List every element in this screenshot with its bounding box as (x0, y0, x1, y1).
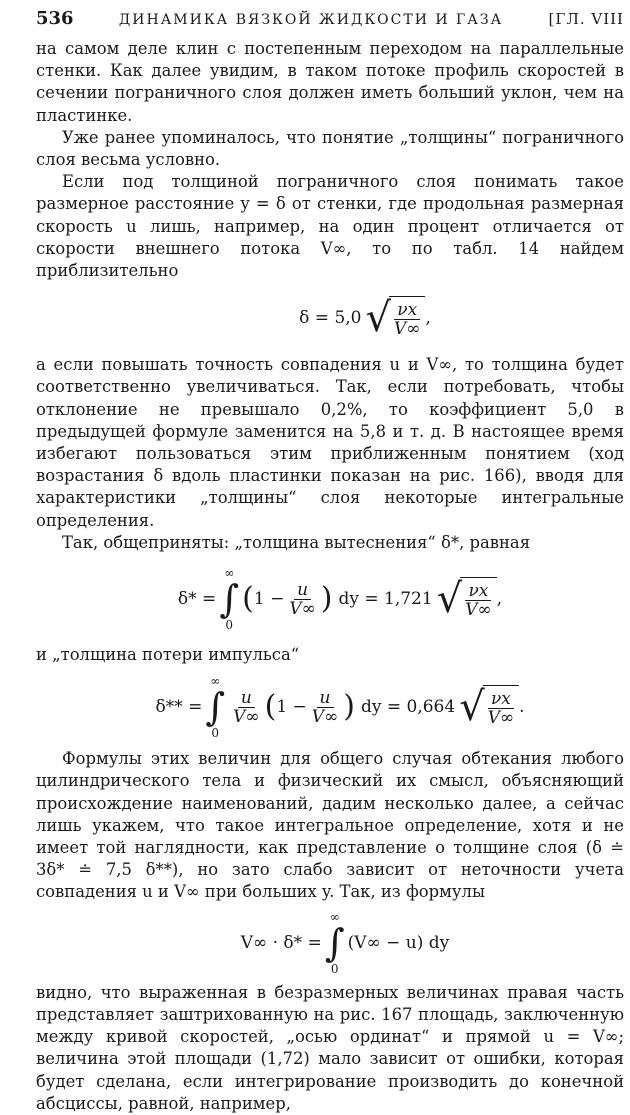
paragraph-7: Формулы этих величин для общего случая обтекания любого цилиндрического тела и физический их смысл, объясняющий происхождение наименований, дадим несколько далее, а сейчас лишь укажем, что такое интегральное определение, хотя и не имеет той наглядности, как представление о толщине слоя (δ ≐ 3δ* ≐ 7,5 δ**), но зато слабо зависит от неточности учета совпадения u и V∞ при больших y. Так, из формулы (36, 749, 624, 902)
sqrt-sign: √ $\frac{\nu x}{V\infty}$ (459, 685, 519, 729)
formula-lhs: δ = 5,0 (299, 308, 362, 329)
page (36, 8, 624, 1115)
formula-displacement-thickness: δ* = ∞ ∫ 0 ( 1 − $\frac{u}{V\infty}$ ) dy = 1,721 √ $\frac{\nu x}{V\infty}$ , (177, 566, 503, 633)
integral-sign: ∞ ∫ 0 (324, 909, 345, 976)
formula-body: (V∞ − u) dy (347, 932, 450, 953)
paragraph-5: Так, общеприняты: „толщина вытеснения“ δ*, равная (62, 532, 531, 552)
formula-lhs: V∞ · δ* = (240, 932, 322, 953)
sqrt-sign: √ $\frac{\nu x}{V\infty}$ (437, 577, 497, 621)
formula-boundary-thickness (106, 282, 624, 354)
formula-lhs: δ* = (177, 589, 217, 610)
integral-sign: ∞ ∫ 0 (219, 566, 240, 633)
fraction (391, 301, 423, 338)
running-header (36, 8, 624, 38)
page-number: 536 (36, 8, 74, 29)
fraction: $\frac{u}{V\infty}$ (289, 579, 316, 619)
fraction: $\frac{u}{V\infty}$ (233, 687, 260, 727)
fraction-numerator: νx (394, 301, 420, 320)
formula-tail: , (425, 308, 431, 329)
sqrt-sign: √ $\frac{\nu x}{V\infty}$ (365, 296, 425, 340)
formula-lhs: δ** = (155, 697, 203, 718)
fraction: $\frac{u}{V\infty}$ (311, 687, 339, 727)
paragraph-3: Если под толщиной пограничного слоя понимать такое размерное расстояние y = δ от стенки, где продольная размерная скорость u лишь, например, на один процент отличается от скорости внешнего потока V∞, то по табл. 14 найдем приблизительно (36, 172, 624, 281)
integral-sign: ∞ ∫ 0 (205, 674, 226, 741)
paragraph-1: на самом деле клин с постепенным переходом на параллельные стенки. Как далее увидим, в таком потоке профиль скоростей в сечении пограничного слоя должен иметь больший уклон, чем на пластинке. (36, 39, 624, 125)
running-title: ДИНАМИКА ВЯЗКОЙ ЖИДКОСТИ И ГАЗА (118, 12, 504, 28)
formula-momentum-thickness: δ** = ∞ ∫ 0 $\frac{u}{V\infty}$ ( 1 − $\frac{u}{V\infty}$ ) dy = 0,664 √ $\frac{\nu x}{V\infty}$ . (155, 674, 525, 741)
paragraph-6: и „толщина потери импульса“ (36, 645, 300, 665)
chapter-label: [ГЛ. VIII (548, 10, 624, 28)
paragraph-4: а если повышать точность совпадения u и V∞, то толщина будет соответственно увеличиваться. Так, если потребовать, чтобы отклонение не превышало 0,2%, то коэффициент 5,0 в предыдущей формуле заменится на 5,8 и т. д. В настоящее время избегают пользоваться этим приближенным понятием (ход возрастания δ вдоль пластинки показан на рис. 166), вводя для характеристики „толщины“ слоя некоторые интегральные определения. (36, 355, 624, 530)
paragraph-8: видно, что выраженная в безразмерных величинах правая часть представляет заштрихованную на рис. 167 площадь, заключенную между кривой скоростей, „осью ординат“ и прямой u = V∞; величина этой площади (1,72) мало зависит от ошибки, которая будет сделана, если интегрирование производить до конечной абсциссы, равной, например, (36, 982, 624, 1113)
paragraph-2: Уже ранее упоминалось, что понятие „толщины“ пограничного слоя весьма условно. (36, 127, 624, 170)
fraction-denominator: V∞ (393, 319, 421, 340)
